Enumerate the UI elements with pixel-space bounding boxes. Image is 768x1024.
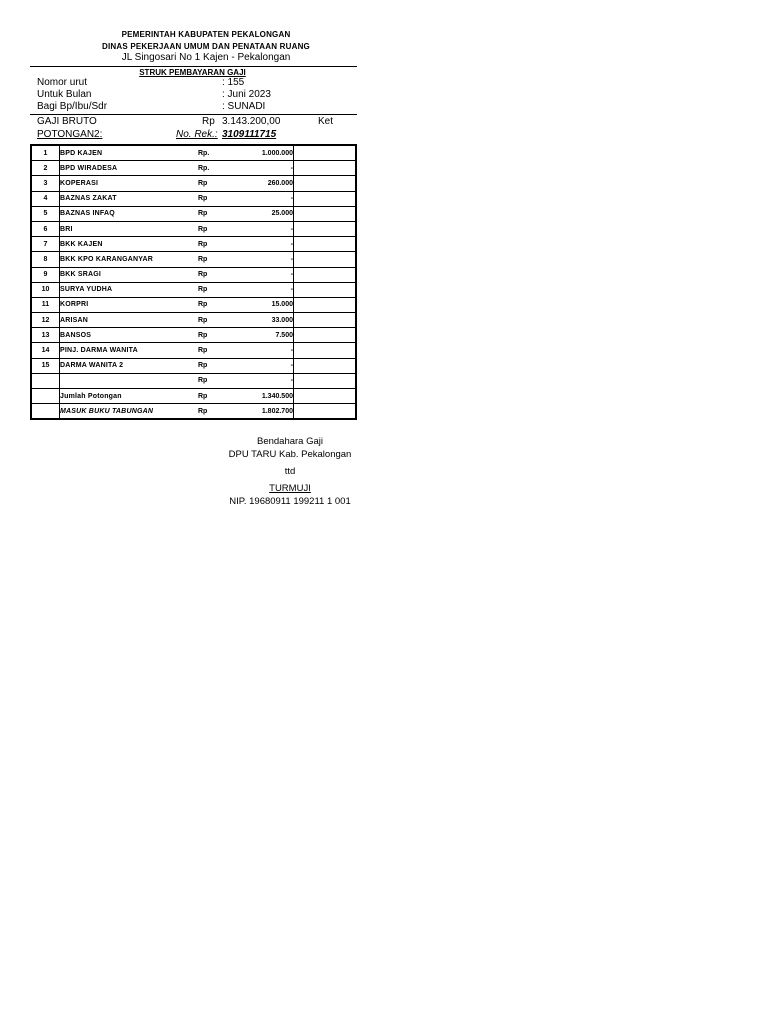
row-currency: Rp. — [198, 145, 238, 161]
row-amount: - — [238, 373, 294, 388]
row-currency: Rp — [198, 252, 238, 267]
row-name: BPD KAJEN — [60, 145, 199, 161]
jumlah-currency: Rp — [198, 389, 238, 404]
row-ket — [294, 282, 357, 297]
row-ket — [294, 358, 357, 373]
header-line-1: PEMERINTAH KABUPATEN PEKALONGAN — [121, 30, 291, 39]
table-row — [31, 313, 356, 328]
row-currency: Rp — [198, 328, 238, 343]
row-number: 12 — [31, 313, 60, 328]
total-row — [31, 389, 356, 404]
masuk-label: MASUK BUKU TABUNGAN — [60, 404, 199, 420]
bagi-label: Bagi Bp/Ibu/Sdr — [37, 101, 108, 112]
row-ket — [294, 221, 357, 236]
table-row — [31, 145, 356, 161]
table-row — [31, 282, 356, 297]
jumlah-value: 1.340.500 — [238, 389, 294, 404]
row-number: 15 — [31, 358, 60, 373]
row-currency: Rp — [198, 191, 238, 206]
row-amount: - — [238, 191, 294, 206]
row-number: 3 — [31, 176, 60, 191]
gaji-bruto-label: GAJI BRUTO — [37, 116, 97, 127]
row-ket — [294, 161, 357, 176]
norek-value: 3109111715 — [222, 129, 277, 140]
row-currency: Rp — [198, 267, 238, 282]
row-name: BPD WIRADESA — [60, 161, 199, 176]
row-name: BKK SRAGI — [60, 267, 199, 282]
signature-nip: NIP. 19680911 199211 1 001 — [229, 496, 351, 507]
row-ket — [294, 343, 357, 358]
row-ket — [294, 267, 357, 282]
row-number: 6 — [31, 221, 60, 236]
row-name: BKK KAJEN — [60, 237, 199, 252]
row-amount: - — [238, 282, 294, 297]
table-row — [31, 252, 356, 267]
row-name: SURYA YUDHA — [60, 282, 199, 297]
row-number: 8 — [31, 252, 60, 267]
signature-name: TURMUJI — [269, 483, 311, 494]
table-row — [31, 237, 356, 252]
row-ket — [294, 297, 357, 312]
signature-role: Bendahara Gaji — [256, 436, 324, 447]
bagi-value: : SUNADI — [222, 101, 266, 112]
row-number: 7 — [31, 237, 60, 252]
row-amount: 1.000.000 — [238, 145, 294, 161]
row-ket — [294, 145, 357, 161]
masuk-value: 1.802.700 — [238, 404, 294, 420]
row-ket — [294, 252, 357, 267]
row-number: 13 — [31, 328, 60, 343]
row-amount: - — [238, 161, 294, 176]
row-amount: 25.000 — [238, 206, 294, 221]
row-amount: - — [238, 343, 294, 358]
row-ket — [294, 206, 357, 221]
row-ket — [294, 328, 357, 343]
bulan-value: : Juni 2023 — [222, 89, 271, 100]
row-currency: Rp — [198, 313, 238, 328]
row-name: BRI — [60, 221, 199, 236]
row-amount: 15.000 — [238, 297, 294, 312]
row-name: DARMA WANITA 2 — [60, 358, 199, 373]
header-address: JL Singosari No 1 Kajen - Pekalongan — [121, 52, 291, 63]
row-name: BANSOS — [60, 328, 199, 343]
table-row — [31, 221, 356, 236]
row-amount: 33.000 — [238, 313, 294, 328]
row-number: 14 — [31, 343, 60, 358]
row-amount: - — [238, 221, 294, 236]
row-number: 11 — [31, 297, 60, 312]
gaji-currency: Rp — [202, 116, 215, 127]
info-divider — [30, 114, 357, 115]
row-name: KORPRI — [60, 297, 199, 312]
row-ket — [294, 176, 357, 191]
row-currency: Rp — [198, 206, 238, 221]
row-number: 9 — [31, 267, 60, 282]
row-amount: 260.000 — [238, 176, 294, 191]
row-amount: - — [238, 358, 294, 373]
row-currency: Rp — [198, 297, 238, 312]
net-row — [31, 404, 356, 420]
row-number: 1 — [31, 145, 60, 161]
table-row — [31, 297, 356, 312]
norek-label: No. Rek.: — [176, 129, 218, 140]
signature-office: DPU TARU Kab. Pekalongan — [228, 449, 352, 460]
row-name: BKK KPO KARANGANYAR — [60, 252, 199, 267]
potongan-label: POTONGAN2: — [37, 129, 103, 140]
row-name — [60, 373, 199, 388]
row-currency: Rp — [198, 358, 238, 373]
row-ket — [294, 313, 357, 328]
row-name: ARISAN — [60, 313, 199, 328]
row-ket — [294, 373, 357, 388]
nomor-value: : 155 — [222, 77, 245, 88]
gaji-bruto-value: 3.143.200,00 — [222, 116, 281, 127]
row-currency: Rp — [198, 221, 238, 236]
row-currency: Rp. — [198, 161, 238, 176]
bulan-label: Untuk Bulan — [37, 89, 92, 100]
row-name: BAZNAS INFAQ — [60, 206, 199, 221]
table-row — [31, 206, 356, 221]
row-amount: - — [238, 252, 294, 267]
table-row — [31, 328, 356, 343]
table-row — [31, 343, 356, 358]
signature-ttd: ttd — [284, 466, 296, 477]
row-amount: - — [238, 267, 294, 282]
table-row — [31, 161, 356, 176]
nomor-label: Nomor urut — [37, 77, 88, 88]
row-currency: Rp — [198, 176, 238, 191]
deductions-table — [30, 144, 357, 420]
row-number: 10 — [31, 282, 60, 297]
table-row — [31, 358, 356, 373]
masuk-currency: Rp — [198, 404, 238, 420]
row-number — [31, 373, 60, 388]
row-name: PINJ. DARMA WANITA — [60, 343, 199, 358]
table-row — [31, 176, 356, 191]
row-currency: Rp — [198, 373, 238, 388]
table-row — [31, 373, 356, 388]
row-currency: Rp — [198, 237, 238, 252]
table-row — [31, 191, 356, 206]
jumlah-label: Jumlah Potongan — [60, 389, 199, 404]
row-name: KOPERASI — [60, 176, 199, 191]
row-name: BAZNAS ZAKAT — [60, 191, 199, 206]
row-number: 2 — [31, 161, 60, 176]
ket-label: Ket — [318, 116, 334, 127]
row-currency: Rp — [198, 282, 238, 297]
header-line-2: DINAS PEKERJAAN UMUM DAN PENATAAN RUANG — [102, 42, 310, 51]
row-number: 4 — [31, 191, 60, 206]
row-amount: 7.500 — [238, 328, 294, 343]
row-currency: Rp — [198, 343, 238, 358]
document-title: STRUK PEMBAYARAN GAJI — [139, 68, 246, 77]
row-ket — [294, 191, 357, 206]
row-number: 5 — [31, 206, 60, 221]
header-divider — [30, 66, 357, 67]
row-amount: - — [238, 237, 294, 252]
row-ket — [294, 237, 357, 252]
table-row — [31, 267, 356, 282]
